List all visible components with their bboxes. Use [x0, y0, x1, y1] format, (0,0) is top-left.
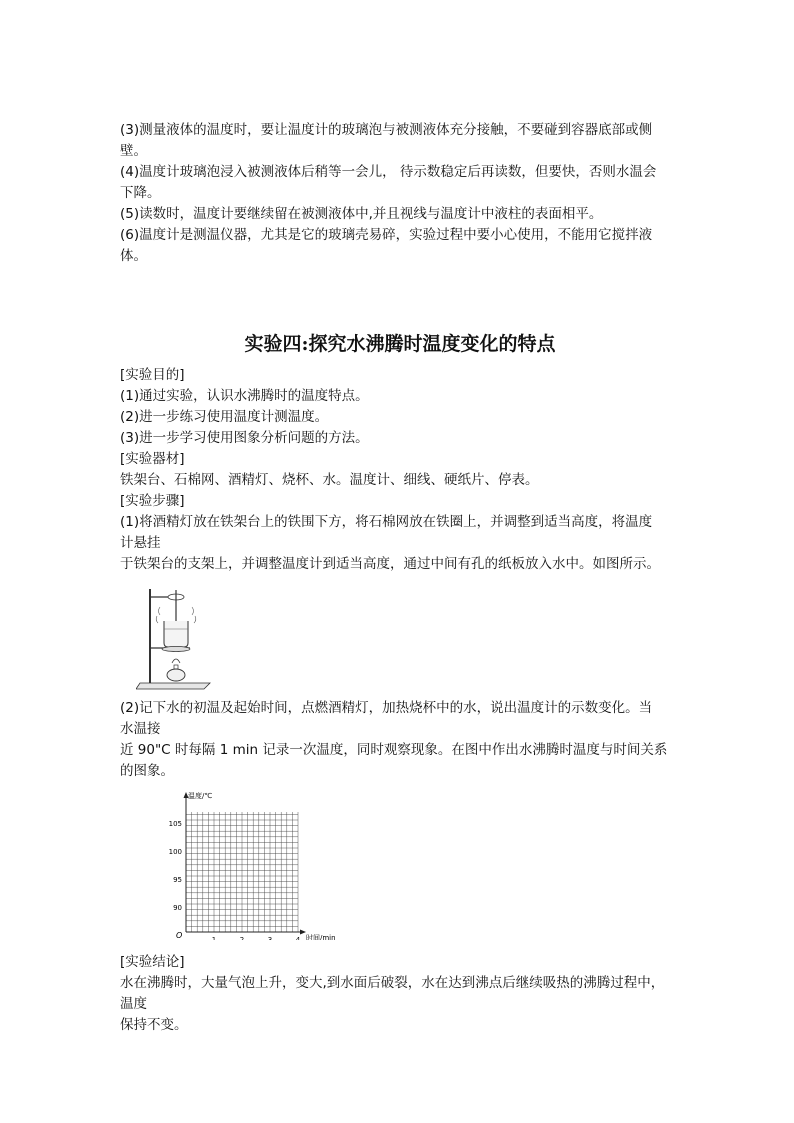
spacer — [120, 267, 680, 331]
alcohol-lamp — [167, 669, 185, 681]
steps-heading: [实验步骤] — [120, 493, 185, 509]
equipment-text: 铁架台、石棉网、酒精灯、烧杯、水。温度计、细线、硬纸片、停表。 — [120, 472, 539, 488]
conclusion-line: 水在沸腾时，大量气泡上升，变大,到水面后破裂，水在达到沸点后继续吸热的沸腾过程中， — [120, 975, 665, 991]
note-line: 体。 — [120, 248, 147, 264]
purpose-item: (3)进一步学习使用图象分析问题的方法。 — [120, 430, 369, 446]
x-axis-label: 时间/min — [306, 934, 336, 940]
purpose-item: (1)通过实验，认识水沸腾时的温度特点。 — [120, 388, 369, 404]
conclusion-heading: [实验结论] — [120, 954, 185, 970]
x-tick-label: 1 — [211, 936, 217, 940]
x-tick-label: 2 — [239, 936, 245, 940]
step1-line: 计悬挂 — [120, 535, 161, 551]
step1-line: 于铁架台的支架上，并调整温度计到适当高度，通过中间有孔的纸板放入水中。如图所示。 — [120, 556, 660, 572]
equipment-heading: [实验器材] — [120, 451, 185, 467]
y-tick-label: 95 — [173, 876, 182, 884]
beaker — [164, 621, 188, 647]
x-tick-label: 3 — [267, 936, 273, 940]
step2-line: 的图象。 — [120, 763, 174, 779]
y-tick-label: 105 — [168, 820, 182, 828]
purpose-heading: [实验目的] — [120, 367, 185, 383]
boiling-apparatus-illustration — [136, 585, 216, 690]
y-axis-label: 温度/℃ — [188, 792, 213, 800]
asbestos-gauze — [162, 647, 190, 652]
note-line: 壁。 — [120, 143, 147, 159]
step2-line: 水温接 — [120, 721, 161, 737]
note-line: 下降。 — [120, 185, 161, 201]
note-line: (5)读数时，温度计要继续留在被测液体中,并且视线与温度计中液柱的表面相平。 — [120, 206, 603, 222]
y-tick-label: 90 — [173, 904, 182, 912]
stand-base — [136, 683, 210, 689]
grid-lines — [186, 812, 298, 932]
step2-line: 近 90"C 时每隔 1 min 记录一次温度，同时观察现象。在图中作出水沸腾时温度与时间关系 — [120, 742, 668, 758]
note-line: (6)温度计是测温仪器，尤其是它的玻璃壳易碎，实验过程中要小心使用，不能用它搅拌液 — [120, 227, 653, 243]
step2-line: (2)记下水的初温及起始时间，点燃酒精灯，加热烧杯中的水，说出温度计的示数变化。当 — [120, 700, 653, 716]
step1-line: (1)将酒精灯放在铁架台上的铁围下方，将石棉网放在铁圈上，并调整到适当高度，将温度 — [120, 514, 653, 530]
note-line: (4)温度计玻璃泡浸入被测液体后稍等一会儿， 待示数稳定后再读数，但要快，否则水温会 — [120, 164, 657, 180]
origin-label: O — [176, 931, 183, 940]
purpose-item: (2)进一步练习使用温度计测温度。 — [120, 409, 329, 425]
y-tick-label: 100 — [168, 848, 182, 856]
section-title: 实验四:探究水沸腾时温度变化的特点 — [244, 333, 556, 355]
conclusion-line: 温度 — [120, 996, 147, 1012]
note-line: (3)测量液体的温度时，要让温度计的玻璃泡与被测液体充分接触，不要碰到容器底部或侧 — [120, 122, 653, 138]
temperature-time-grid — [166, 790, 356, 940]
flame — [172, 659, 180, 663]
x-tick-label: 4 — [295, 936, 301, 940]
conclusion-line: 保持不变。 — [120, 1017, 188, 1033]
lamp-wick — [174, 665, 178, 669]
document-page — [120, 120, 680, 1036]
